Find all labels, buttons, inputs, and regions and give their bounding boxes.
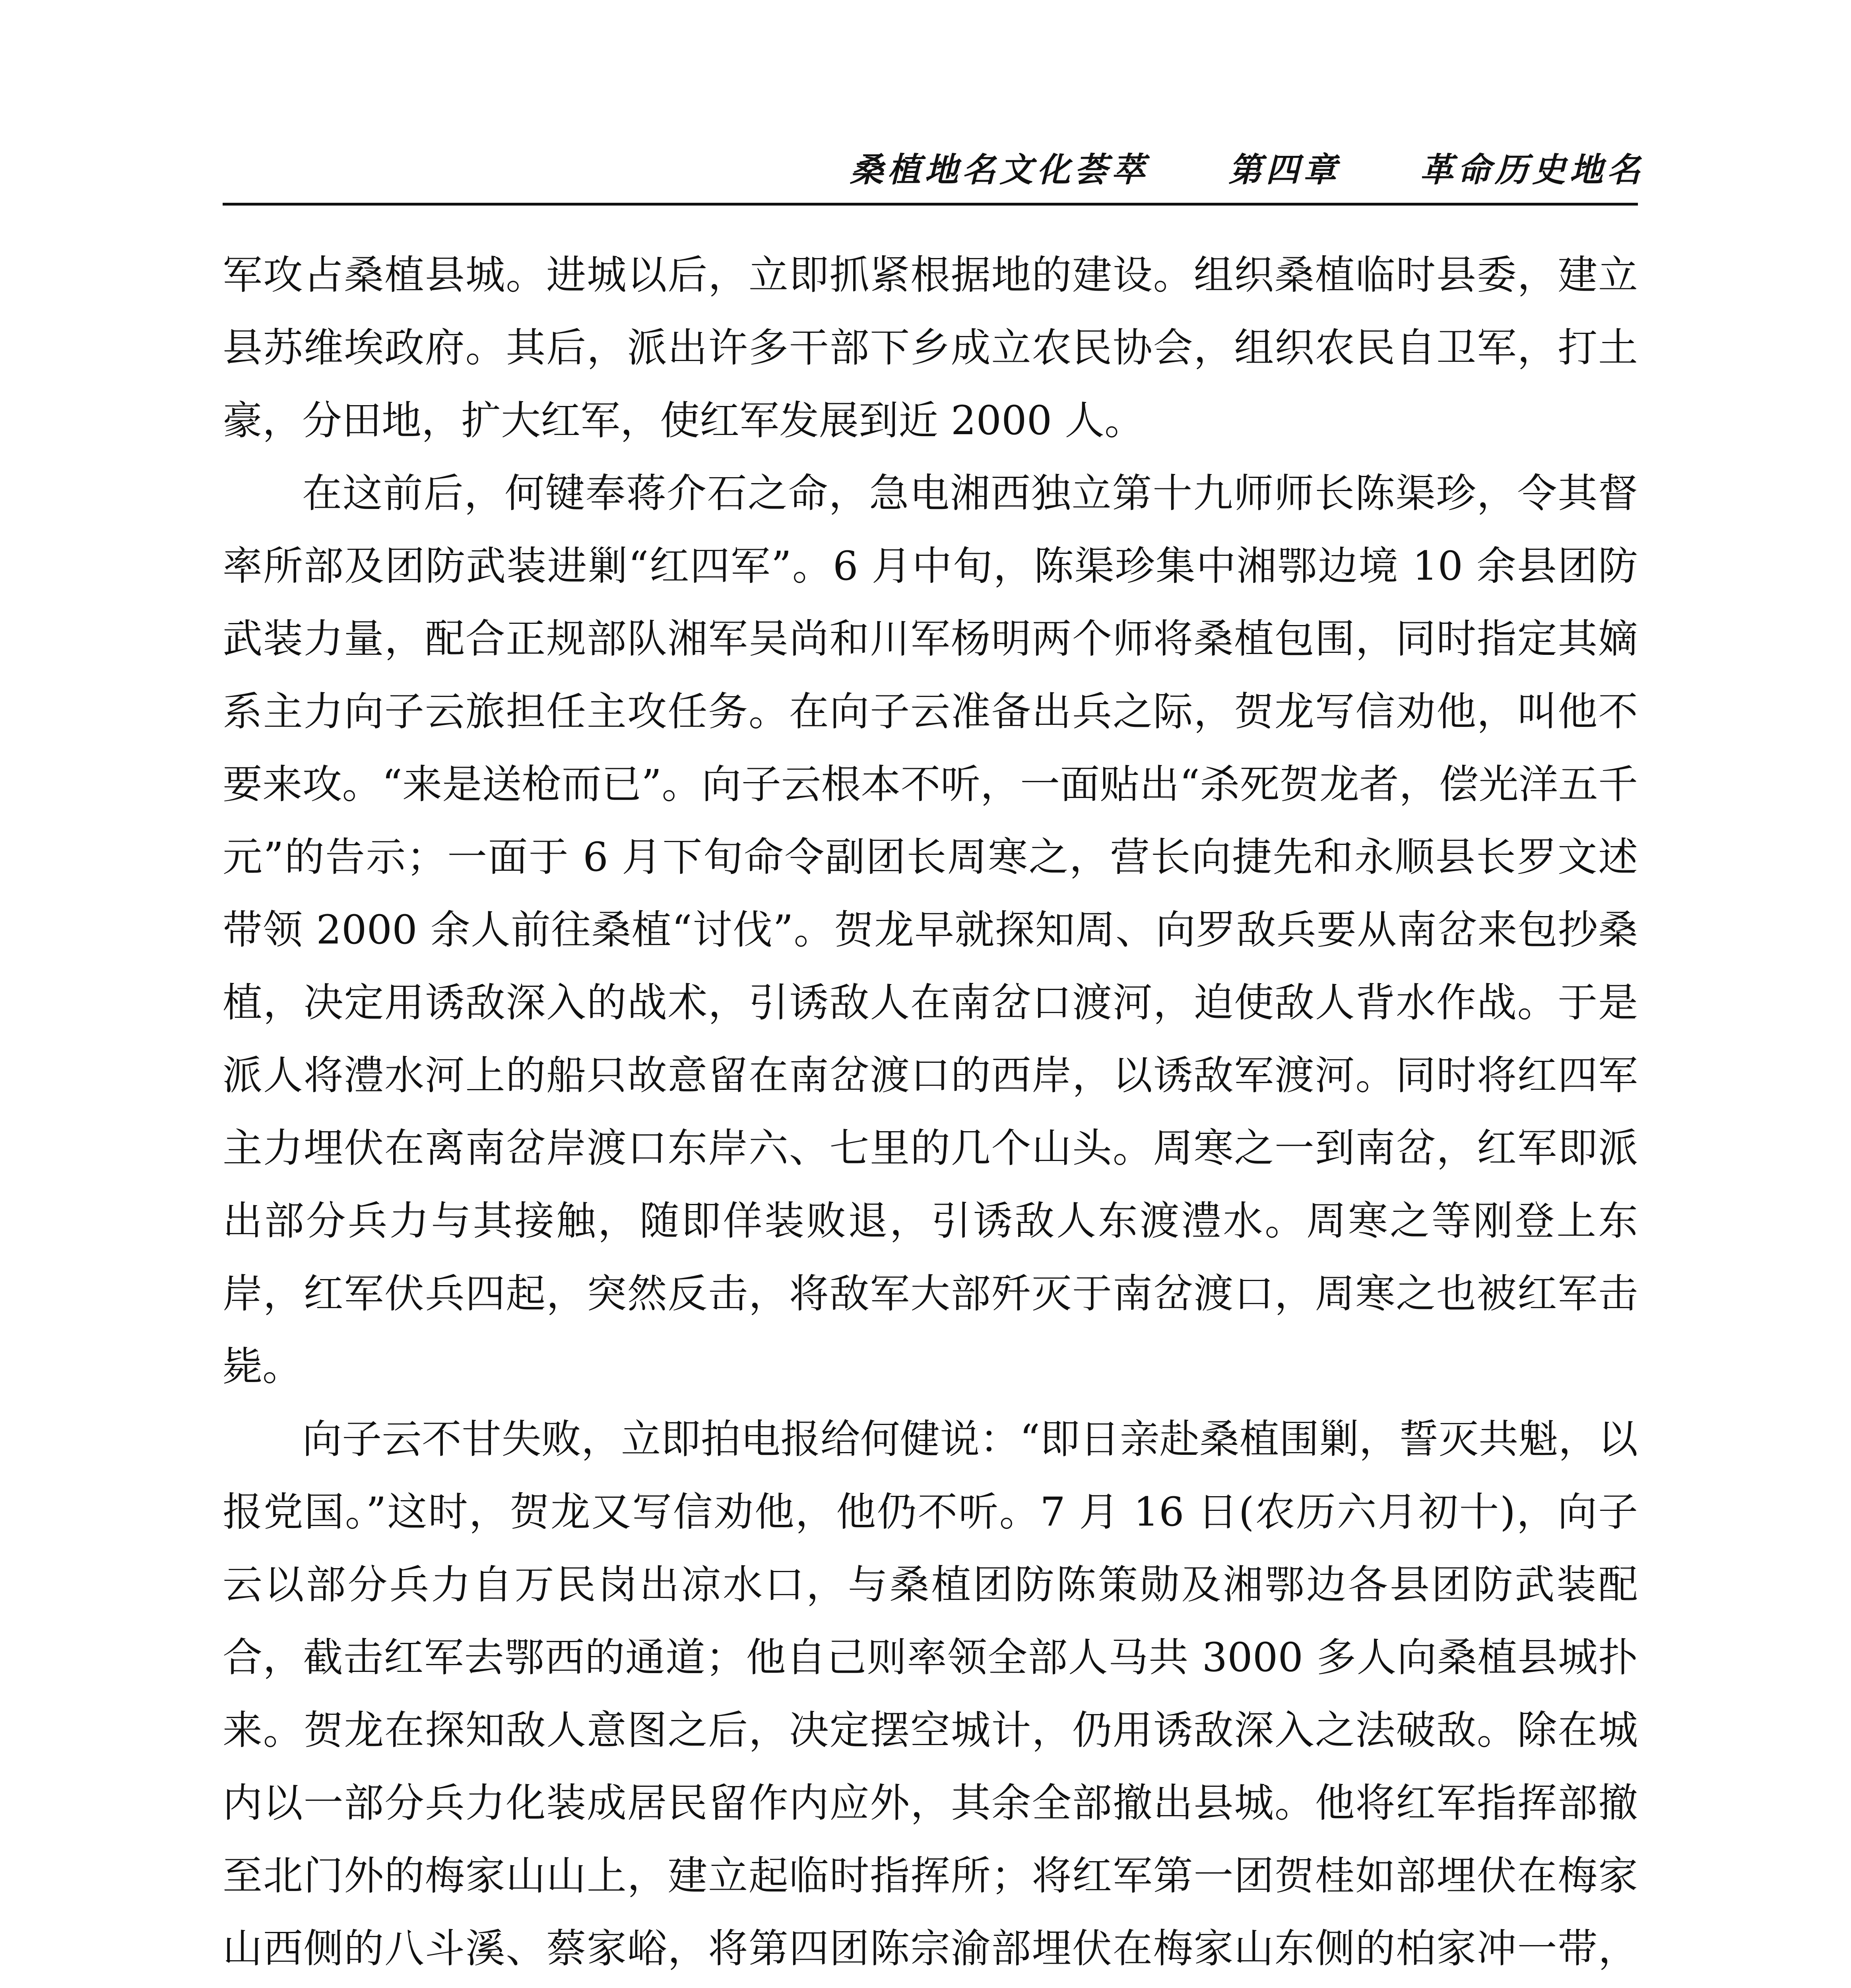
body-text <box>223 239 1638 1988</box>
paragraph: 向子云不甘失败，立即拍电报给何健说：“即日亲赴桑植围剿，誓灭共魁，以报党国。”这时，贺龙又写信劝他，他仍不听。7 月 16 日(农历六月初十)，向子云以部分兵力自万民岗出凉水口，与桑植团防陈策勋及湘鄂边各县团防武装配合，截击红军去鄂西的通道；他自己则率领全部人马共 3000 多人向桑植县城扑来。贺龙在探知敌人意图之后，决定摆空城计，仍用诱敌深入之法破敌。除在城内以一部分兵力化装成居民留作内应外，其余全部撤出县城。他将红军指挥部撤至北门外的梅家山山上，建立起临时指挥所；将红军第一团贺桂如部埋伏在梅家山西侧的八斗溪、蔡家峪，将第四团陈宗渝部埋伏在梅家山东侧的柏家冲一带， <box>223 1416 1638 1972</box>
paragraph: 在这前后，何键奉蒋介石之命，急电湘西独立第十九师师长陈渠珍，令其督率所部及团防武装进剿“红四军”。6 月中旬，陈渠珍集中湘鄂边境 10 余县团防武装力量，配合正规部队湘军吴尚和川军杨明两个师将桑植包围，同时指定其嫡系主力向子云旅担任主攻任务。在向子云准备出兵之际，贺龙写信劝他，叫他不要来攻。“来是送枪而已”。向子云根本不听，一面贴出“杀死贺龙者，偿光洋五千元”的告示；一面于 6 月下旬命令副团长周寒之，营长向捷先和永顺县长罗文述带领 2000 余人前往桑植“讨伐”。贺龙早就探知周、向罗敌兵要从南岔来包抄桑植，决定用诱敌深入的战术，引诱敌人在南岔口渡河，迫使敌人背水作战。于是派人将澧水河上的船只故意留在南岔渡口的西岸，以诱敌军渡河。同时将红四军主力埋伏在离南岔岸渡口东岸六、七里的几个山头。周寒之一到南岔，红军即派出部分兵力与其接触，随即佯装败退，引诱敌人东渡澧水。周寒之等刚登上东岸，红军伏兵四起，突然反击，将敌军大部歼灭于南岔渡口，周寒之也被红军击毙。 <box>223 470 1638 1390</box>
running-header <box>850 143 1644 191</box>
paragraph-continued: 军攻占桑植县城。进城以后，立即抓紧根据地的建设。组织桑植临时县委，建立县苏维埃政府。其后，派出许多干部下乡成立农民协会，组织农民自卫军，打土豪，分田地，扩大红军，使红军发展到近 2000 人。 <box>223 252 1638 444</box>
section-title: 革命历史地名 <box>1420 150 1644 189</box>
chapter-label: 第四章 <box>1228 150 1341 189</box>
header-divider <box>223 203 1638 206</box>
book-title: 桑植地名文化荟萃 <box>850 150 1149 189</box>
